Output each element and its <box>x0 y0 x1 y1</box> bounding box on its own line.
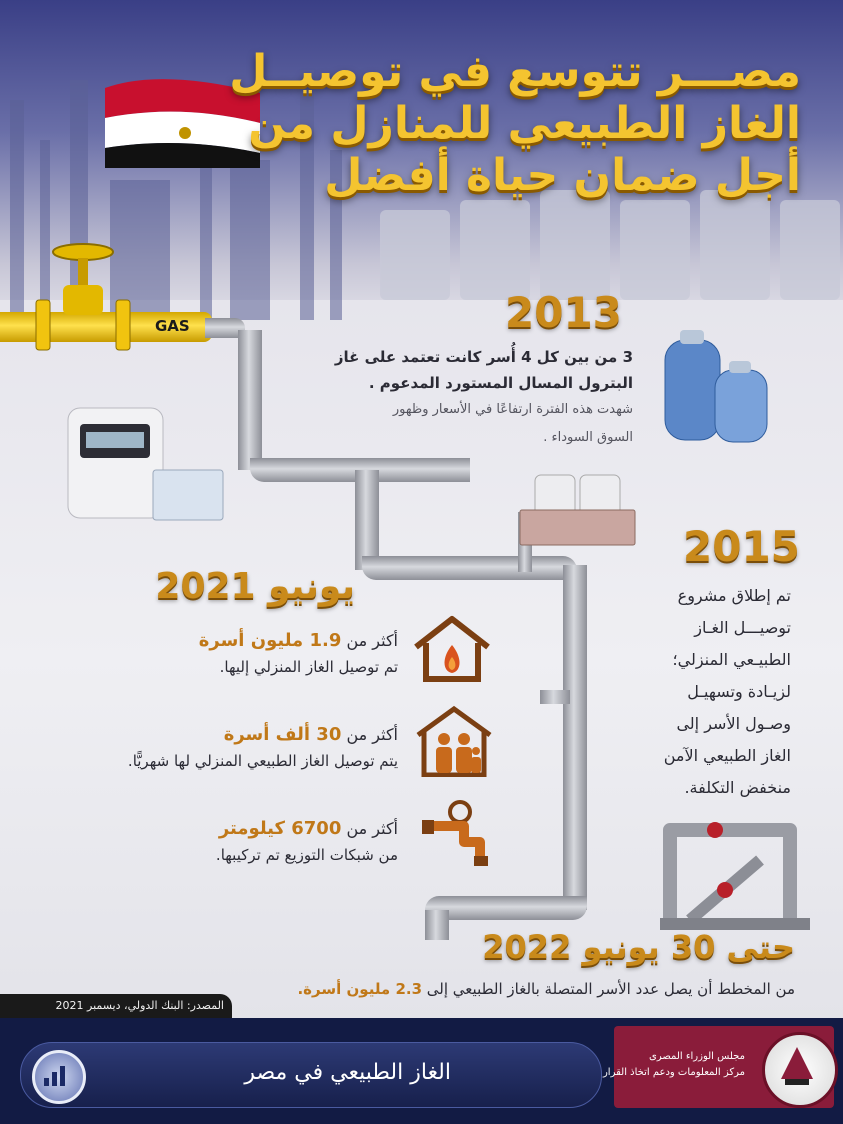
y2022-description <box>195 980 795 998</box>
stat-3-prefix: أكثر من <box>341 819 398 838</box>
title-line-2: الغاز الطبيعي للمنازل من <box>248 98 801 149</box>
cabinet-logo-icon <box>762 1032 838 1108</box>
y2015-line-4: لزيـادة وتسهيـل <box>687 682 791 701</box>
stat-item-2 <box>0 722 398 774</box>
y2015-line-1: تم إطلاق مشروع <box>677 586 791 605</box>
house-flame-icon <box>412 615 492 683</box>
meters-money-illustration <box>515 470 640 550</box>
y2013-line-1: شهدت هذه الفترة ارتفاعًا في الأسعار وظهور <box>392 402 633 417</box>
stat-2-description: يتم توصيل الغاز الطبيعي المنزلي لها شهريًّا. <box>127 752 398 770</box>
source-note: المصدر: البنك الدولي، ديسمبر 2021 <box>0 994 232 1018</box>
june-2022-heading: حتى 30 يونيو 2022 <box>482 928 795 966</box>
gas-cylinders-icon <box>655 325 785 445</box>
stat-item-3 <box>38 816 398 868</box>
year-2013-heading: 2013 <box>505 288 622 337</box>
stat-1-description: تم توصيل الغاز المنزلي إليها. <box>219 658 398 676</box>
year-2015-heading: 2015 <box>683 522 800 571</box>
stat-item-1 <box>38 628 398 680</box>
stat-1-prefix: أكثر من <box>341 631 398 650</box>
y2015-line-7: منخفض التكلفة. <box>684 778 791 797</box>
june-2021-heading: يونيو 2021 <box>155 566 355 607</box>
stat-1-highlight: 1.9 مليون أسرة <box>198 630 342 651</box>
y2022-highlight: 2.3 مليون أسرة. <box>297 980 423 998</box>
org-line-1: مجلس الوزراء المصرى <box>649 1051 745 1062</box>
chart-logo-icon <box>32 1050 86 1104</box>
y2015-description <box>561 580 791 804</box>
y2013-bold-line-2: البترول المسال المستورد المدعوم . <box>368 374 633 392</box>
stat-3-description: من شبكات التوزيع تم تركيبها. <box>215 846 398 864</box>
gas-valve-icon <box>28 240 138 358</box>
stat-3-highlight: 6700 كيلومتر <box>218 818 342 839</box>
footer-topic-text: الغاز الطبيعي في مصر <box>244 1060 451 1085</box>
y2015-line-5: وصـول الأسر إلى <box>676 714 791 733</box>
y2015-line-2: توصيـــل الغـاز <box>694 618 791 637</box>
y2013-bold-line-1: 3 من بين كل 4 أُسر كانت تعتمد على غاز <box>334 348 633 366</box>
family-house-icon <box>414 705 494 777</box>
pipe-gauge-icon <box>420 798 496 868</box>
y2015-line-3: الطبيـعي المنزلي؛ <box>672 650 791 669</box>
gas-meter-card-illustration <box>58 400 228 530</box>
y2022-text: من المخطط أن يصل عدد الأسر المتصلة بالغاز الطبيعي إلى <box>422 980 795 998</box>
title-line-1: مصـــر تتوسع في توصيــل <box>229 46 801 97</box>
gas-label: GAS <box>155 317 190 335</box>
stat-2-prefix: أكثر من <box>341 725 398 744</box>
title-line-3: أجل ضمان حياة أفضل <box>324 150 801 201</box>
y2015-line-6: الغاز الطبيعي الآمن <box>663 746 791 765</box>
pipe-valves-illustration <box>660 810 810 935</box>
y2013-line-2: السوق السوداء . <box>543 430 633 445</box>
stat-2-highlight: 30 ألف أسرة <box>223 724 342 745</box>
org-line-2: مركز المعلومات ودعم اتخاذ القرار <box>602 1067 745 1078</box>
